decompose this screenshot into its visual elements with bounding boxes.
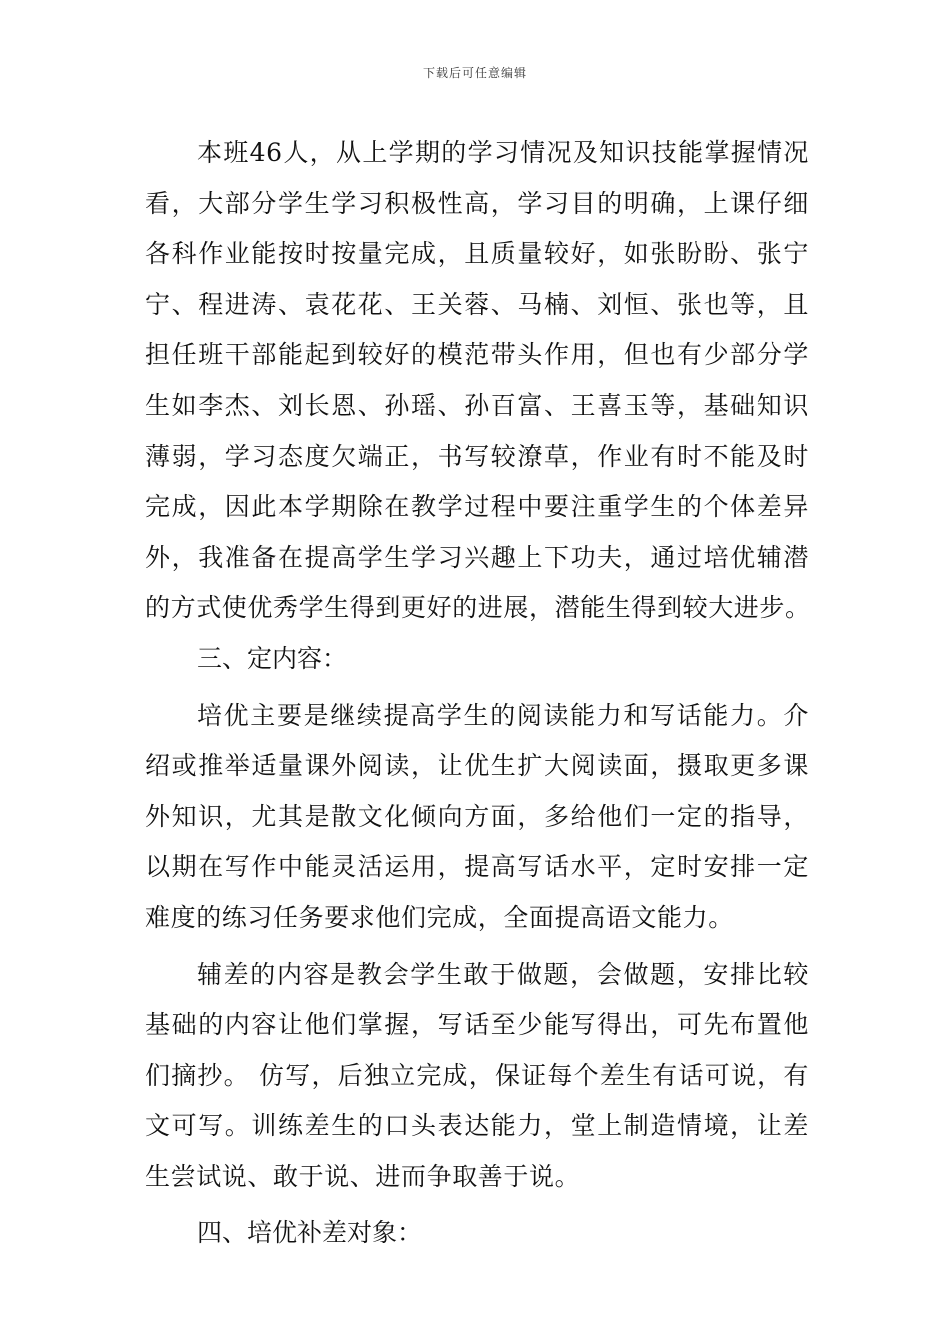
text-line: 难度的练习任务要求他们完成，全面提高语文能力。 [145,902,734,932]
text-line: 宁、程进涛、袁花花、王关蓉、马楠、刘恒、张也等，且 [145,289,809,319]
section-heading-4: 四、培优补差对象： [197,1218,423,1248]
text-line: 们摘抄。 仿写，后独立完成，保证每个差生有话可说，有 [145,1060,809,1090]
text-line: 担任班干部能起到较好的模范带头作用，但也有少部分学 [145,340,809,370]
text-line: 看，大部分学生学习积极性高，学习目的明确，上课仔细 [145,188,809,218]
text-line: 生尝试说、敢于说、进而争取善于说。 [145,1161,581,1191]
section-heading-3: 三、定内容： [197,643,348,673]
text-line: 基础的内容让他们掌握，写话至少能写得出，可先布置他 [145,1010,809,1040]
paragraph-remedial-content [145,950,809,1203]
text-line: 薄弱，学习态度欠端正，书写较潦草，作业有时不能及时 [145,441,809,471]
text-line: 本班46人，从上学期的学习情况及知识技能掌握情况 [197,138,809,167]
text-line: 辅差的内容是教会学生敢于做题，会做题，安排比较 [197,959,809,989]
body-text [145,128,809,1259]
text-line: 生如李杰、刘长恩、孙瑶、孙百富、王喜玉等，基础知识 [145,390,809,420]
paragraph-enrichment-content [145,691,809,944]
text-line: 外知识，尤其是散文化倾向方面，多给他们一定的指导， [145,801,809,831]
text-line: 文可写。训练差生的口头表达能力，堂上制造情境，让差 [145,1111,809,1141]
text-line: 完成，因此本学期除在教学过程中要注重学生的个体差异 [145,492,809,522]
text-line: 各科作业能按时按量完成，且质量较好，如张盼盼、张宁 [145,239,809,269]
header-note: 下载后可任意编辑 [422,66,527,80]
paragraph-class-situation [145,128,809,634]
text-line: 外，我准备在提高学生学习兴趣上下功夫，通过培优辅潜 [145,542,809,572]
text-line: 以期在写作中能灵活运用，提高写话水平，定时安排一定 [145,852,809,882]
text-line: 培优主要是继续提高学生的阅读能力和写话能力。介 [197,700,809,730]
text-line: 的方式使优秀学生得到更好的进展，潜能生得到较大进步。 [145,593,811,623]
text-line: 绍或推举适量课外阅读，让优生扩大阅读面，摄取更多课 [145,751,809,781]
